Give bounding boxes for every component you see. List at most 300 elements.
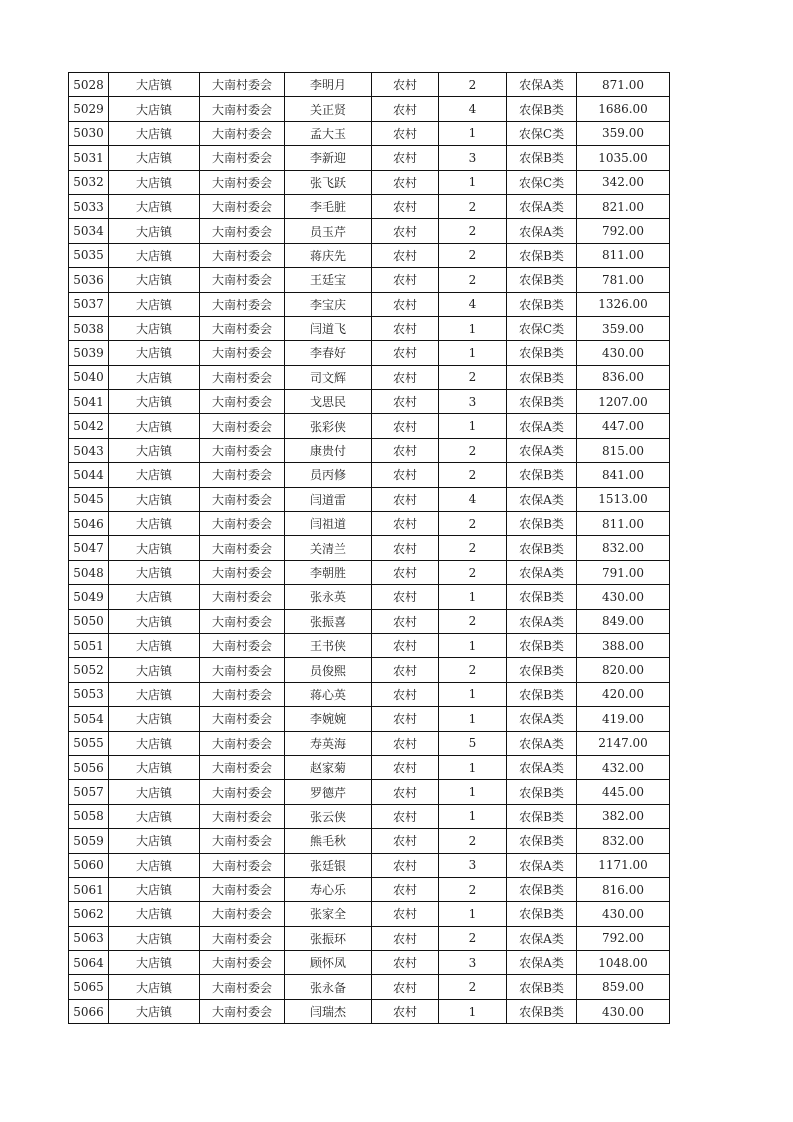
cell-committee: 大南村委会 — [200, 999, 285, 1023]
cell-name: 员丙修 — [285, 463, 372, 487]
cell-town: 大店镇 — [109, 755, 200, 779]
cell-id: 5041 — [69, 390, 109, 414]
table-row — [69, 194, 670, 218]
cell-name: 王书侠 — [285, 633, 372, 657]
cell-town: 大店镇 — [109, 829, 200, 853]
table-row — [69, 170, 670, 194]
cell-insurance-category: 农保A类 — [507, 219, 577, 243]
table-row — [69, 390, 670, 414]
cell-name: 张永备 — [285, 975, 372, 999]
cell-id: 5063 — [69, 926, 109, 950]
cell-id: 5033 — [69, 194, 109, 218]
cell-committee: 大南村委会 — [200, 560, 285, 584]
cell-insurance-category: 农保A类 — [507, 487, 577, 511]
cell-amount: 1171.00 — [577, 853, 670, 877]
cell-town: 大店镇 — [109, 853, 200, 877]
cell-amount: 1326.00 — [577, 292, 670, 316]
cell-town: 大店镇 — [109, 707, 200, 731]
cell-insurance-category: 农保A类 — [507, 414, 577, 438]
cell-town: 大店镇 — [109, 487, 200, 511]
cell-committee: 大南村委会 — [200, 292, 285, 316]
cell-name: 李毛脏 — [285, 194, 372, 218]
cell-household-count: 1 — [439, 170, 507, 194]
cell-insurance-category: 农保C类 — [507, 316, 577, 340]
cell-committee: 大南村委会 — [200, 194, 285, 218]
cell-id: 5066 — [69, 999, 109, 1023]
cell-household-count: 2 — [439, 243, 507, 267]
cell-insurance-category: 农保B类 — [507, 585, 577, 609]
cell-id: 5050 — [69, 609, 109, 633]
cell-insurance-category: 农保B类 — [507, 999, 577, 1023]
cell-committee: 大南村委会 — [200, 902, 285, 926]
cell-committee: 大南村委会 — [200, 633, 285, 657]
cell-amount: 811.00 — [577, 512, 670, 536]
cell-id: 5058 — [69, 804, 109, 828]
cell-id: 5029 — [69, 97, 109, 121]
cell-area-type: 农村 — [372, 170, 439, 194]
cell-area-type: 农村 — [372, 633, 439, 657]
cell-town: 大店镇 — [109, 463, 200, 487]
cell-amount: 430.00 — [577, 585, 670, 609]
table-row — [69, 268, 670, 292]
cell-area-type: 农村 — [372, 414, 439, 438]
cell-amount: 821.00 — [577, 194, 670, 218]
cell-id: 5046 — [69, 512, 109, 536]
cell-amount: 781.00 — [577, 268, 670, 292]
table-row — [69, 97, 670, 121]
cell-name: 闫祖道 — [285, 512, 372, 536]
cell-insurance-category: 农保B类 — [507, 463, 577, 487]
cell-amount: 420.00 — [577, 682, 670, 706]
cell-town: 大店镇 — [109, 292, 200, 316]
cell-committee: 大南村委会 — [200, 438, 285, 462]
cell-area-type: 农村 — [372, 243, 439, 267]
cell-household-count: 3 — [439, 390, 507, 414]
table-row — [69, 243, 670, 267]
cell-town: 大店镇 — [109, 170, 200, 194]
cell-amount: 792.00 — [577, 219, 670, 243]
cell-area-type: 农村 — [372, 146, 439, 170]
table-row — [69, 926, 670, 950]
cell-town: 大店镇 — [109, 999, 200, 1023]
table-row — [69, 121, 670, 145]
cell-amount: 871.00 — [577, 73, 670, 97]
cell-town: 大店镇 — [109, 365, 200, 389]
cell-committee: 大南村委会 — [200, 829, 285, 853]
cell-amount: 430.00 — [577, 341, 670, 365]
cell-id: 5040 — [69, 365, 109, 389]
cell-amount: 430.00 — [577, 902, 670, 926]
table-row — [69, 463, 670, 487]
cell-name: 熊毛秋 — [285, 829, 372, 853]
table-row — [69, 951, 670, 975]
cell-name: 张飞跃 — [285, 170, 372, 194]
cell-area-type: 农村 — [372, 73, 439, 97]
cell-committee: 大南村委会 — [200, 682, 285, 706]
cell-amount: 359.00 — [577, 316, 670, 340]
cell-amount: 816.00 — [577, 877, 670, 901]
cell-id: 5064 — [69, 951, 109, 975]
cell-name: 戈思民 — [285, 390, 372, 414]
cell-household-count: 1 — [439, 780, 507, 804]
cell-name: 闫瑞杰 — [285, 999, 372, 1023]
table-row — [69, 365, 670, 389]
cell-town: 大店镇 — [109, 438, 200, 462]
cell-name: 员玉芹 — [285, 219, 372, 243]
cell-town: 大店镇 — [109, 951, 200, 975]
cell-town: 大店镇 — [109, 560, 200, 584]
cell-name: 赵家菊 — [285, 755, 372, 779]
cell-area-type: 农村 — [372, 292, 439, 316]
cell-area-type: 农村 — [372, 316, 439, 340]
cell-household-count: 2 — [439, 512, 507, 536]
cell-household-count: 2 — [439, 560, 507, 584]
cell-amount: 1513.00 — [577, 487, 670, 511]
table-row — [69, 585, 670, 609]
cell-committee: 大南村委会 — [200, 316, 285, 340]
cell-id: 5031 — [69, 146, 109, 170]
cell-area-type: 农村 — [372, 609, 439, 633]
cell-area-type: 农村 — [372, 877, 439, 901]
table-row — [69, 999, 670, 1023]
cell-insurance-category: 农保A类 — [507, 73, 577, 97]
cell-area-type: 农村 — [372, 829, 439, 853]
cell-area-type: 农村 — [372, 121, 439, 145]
cell-town: 大店镇 — [109, 414, 200, 438]
cell-town: 大店镇 — [109, 536, 200, 560]
cell-town: 大店镇 — [109, 219, 200, 243]
cell-id: 5032 — [69, 170, 109, 194]
cell-committee: 大南村委会 — [200, 243, 285, 267]
cell-id: 5060 — [69, 853, 109, 877]
cell-area-type: 农村 — [372, 902, 439, 926]
cell-area-type: 农村 — [372, 682, 439, 706]
cell-insurance-category: 农保A类 — [507, 926, 577, 950]
cell-town: 大店镇 — [109, 97, 200, 121]
cell-household-count: 3 — [439, 853, 507, 877]
cell-town: 大店镇 — [109, 780, 200, 804]
table-row — [69, 341, 670, 365]
cell-name: 张彩侠 — [285, 414, 372, 438]
cell-name: 员俊熙 — [285, 658, 372, 682]
table-row — [69, 292, 670, 316]
cell-town: 大店镇 — [109, 877, 200, 901]
cell-id: 5061 — [69, 877, 109, 901]
cell-name: 罗德芹 — [285, 780, 372, 804]
records-table — [68, 72, 670, 1024]
cell-town: 大店镇 — [109, 73, 200, 97]
cell-id: 5056 — [69, 755, 109, 779]
cell-id: 5049 — [69, 585, 109, 609]
cell-committee: 大南村委会 — [200, 585, 285, 609]
cell-insurance-category: 农保B类 — [507, 536, 577, 560]
cell-name: 张家全 — [285, 902, 372, 926]
cell-household-count: 1 — [439, 121, 507, 145]
cell-area-type: 农村 — [372, 804, 439, 828]
table-row — [69, 146, 670, 170]
table-row — [69, 560, 670, 584]
cell-name: 李婉婉 — [285, 707, 372, 731]
cell-name: 闫道雷 — [285, 487, 372, 511]
cell-amount: 445.00 — [577, 780, 670, 804]
cell-area-type: 农村 — [372, 463, 439, 487]
cell-insurance-category: 农保B类 — [507, 292, 577, 316]
cell-town: 大店镇 — [109, 658, 200, 682]
cell-household-count: 1 — [439, 633, 507, 657]
cell-insurance-category: 农保C类 — [507, 121, 577, 145]
table-row — [69, 316, 670, 340]
cell-name: 孟大玉 — [285, 121, 372, 145]
cell-amount: 820.00 — [577, 658, 670, 682]
cell-household-count: 1 — [439, 755, 507, 779]
cell-insurance-category: 农保A类 — [507, 609, 577, 633]
cell-insurance-category: 农保B类 — [507, 268, 577, 292]
cell-area-type: 农村 — [372, 487, 439, 511]
cell-name: 李明月 — [285, 73, 372, 97]
cell-id: 5034 — [69, 219, 109, 243]
cell-town: 大店镇 — [109, 121, 200, 145]
cell-town: 大店镇 — [109, 975, 200, 999]
cell-household-count: 2 — [439, 536, 507, 560]
cell-household-count: 2 — [439, 365, 507, 389]
cell-household-count: 2 — [439, 463, 507, 487]
cell-household-count: 3 — [439, 146, 507, 170]
cell-amount: 811.00 — [577, 243, 670, 267]
table-row — [69, 853, 670, 877]
table-row — [69, 609, 670, 633]
table-row — [69, 877, 670, 901]
cell-committee: 大南村委会 — [200, 731, 285, 755]
cell-area-type: 农村 — [372, 585, 439, 609]
cell-area-type: 农村 — [372, 560, 439, 584]
cell-insurance-category: 农保B类 — [507, 780, 577, 804]
cell-amount: 792.00 — [577, 926, 670, 950]
cell-name: 张廷银 — [285, 853, 372, 877]
cell-area-type: 农村 — [372, 658, 439, 682]
cell-insurance-category: 农保B类 — [507, 146, 577, 170]
table-row — [69, 536, 670, 560]
cell-amount: 342.00 — [577, 170, 670, 194]
cell-amount: 388.00 — [577, 633, 670, 657]
cell-area-type: 农村 — [372, 365, 439, 389]
cell-amount: 419.00 — [577, 707, 670, 731]
cell-area-type: 农村 — [372, 999, 439, 1023]
cell-household-count: 1 — [439, 341, 507, 365]
cell-id: 5047 — [69, 536, 109, 560]
cell-name: 康贵付 — [285, 438, 372, 462]
cell-insurance-category: 农保B类 — [507, 975, 577, 999]
cell-insurance-category: 农保B类 — [507, 243, 577, 267]
cell-household-count: 1 — [439, 585, 507, 609]
cell-area-type: 农村 — [372, 780, 439, 804]
cell-town: 大店镇 — [109, 390, 200, 414]
cell-committee: 大南村委会 — [200, 365, 285, 389]
cell-name: 蒋心英 — [285, 682, 372, 706]
cell-committee: 大南村委会 — [200, 97, 285, 121]
cell-id: 5065 — [69, 975, 109, 999]
cell-name: 关清兰 — [285, 536, 372, 560]
cell-amount: 859.00 — [577, 975, 670, 999]
cell-insurance-category: 农保A类 — [507, 951, 577, 975]
cell-amount: 849.00 — [577, 609, 670, 633]
cell-household-count: 1 — [439, 707, 507, 731]
cell-id: 5035 — [69, 243, 109, 267]
cell-area-type: 农村 — [372, 268, 439, 292]
cell-insurance-category: 农保A类 — [507, 853, 577, 877]
cell-name: 李宝庆 — [285, 292, 372, 316]
cell-id: 5036 — [69, 268, 109, 292]
table-row — [69, 829, 670, 853]
cell-household-count: 4 — [439, 97, 507, 121]
cell-id: 5048 — [69, 560, 109, 584]
cell-amount: 841.00 — [577, 463, 670, 487]
cell-area-type: 农村 — [372, 536, 439, 560]
cell-id: 5055 — [69, 731, 109, 755]
cell-committee: 大南村委会 — [200, 390, 285, 414]
cell-id: 5038 — [69, 316, 109, 340]
cell-town: 大店镇 — [109, 512, 200, 536]
cell-area-type: 农村 — [372, 731, 439, 755]
cell-name: 王廷宝 — [285, 268, 372, 292]
cell-insurance-category: 农保B类 — [507, 633, 577, 657]
cell-area-type: 农村 — [372, 853, 439, 877]
cell-name: 关正贤 — [285, 97, 372, 121]
table-row — [69, 707, 670, 731]
cell-id: 5044 — [69, 463, 109, 487]
cell-amount: 382.00 — [577, 804, 670, 828]
cell-committee: 大南村委会 — [200, 219, 285, 243]
table-row — [69, 682, 670, 706]
cell-town: 大店镇 — [109, 268, 200, 292]
cell-insurance-category: 农保B类 — [507, 512, 577, 536]
cell-name: 张云侠 — [285, 804, 372, 828]
cell-id: 5051 — [69, 633, 109, 657]
cell-amount: 1686.00 — [577, 97, 670, 121]
table-row — [69, 487, 670, 511]
cell-insurance-category: 农保A类 — [507, 707, 577, 731]
cell-town: 大店镇 — [109, 633, 200, 657]
cell-household-count: 2 — [439, 609, 507, 633]
table-row — [69, 414, 670, 438]
cell-id: 5057 — [69, 780, 109, 804]
cell-amount: 447.00 — [577, 414, 670, 438]
cell-committee: 大南村委会 — [200, 877, 285, 901]
cell-committee: 大南村委会 — [200, 536, 285, 560]
cell-name: 张振喜 — [285, 609, 372, 633]
cell-amount: 359.00 — [577, 121, 670, 145]
cell-area-type: 农村 — [372, 341, 439, 365]
table-row — [69, 438, 670, 462]
cell-household-count: 2 — [439, 975, 507, 999]
cell-area-type: 农村 — [372, 390, 439, 414]
cell-committee: 大南村委会 — [200, 951, 285, 975]
cell-insurance-category: 农保A类 — [507, 755, 577, 779]
cell-committee: 大南村委会 — [200, 463, 285, 487]
cell-area-type: 农村 — [372, 194, 439, 218]
cell-committee: 大南村委会 — [200, 341, 285, 365]
table-row — [69, 804, 670, 828]
cell-household-count: 2 — [439, 829, 507, 853]
cell-id: 5043 — [69, 438, 109, 462]
cell-amount: 832.00 — [577, 536, 670, 560]
cell-area-type: 农村 — [372, 512, 439, 536]
cell-household-count: 1 — [439, 682, 507, 706]
cell-household-count: 2 — [439, 438, 507, 462]
cell-committee: 大南村委会 — [200, 146, 285, 170]
cell-town: 大店镇 — [109, 804, 200, 828]
cell-insurance-category: 农保B类 — [507, 902, 577, 926]
cell-household-count: 2 — [439, 926, 507, 950]
cell-insurance-category: 农保B类 — [507, 97, 577, 121]
cell-id: 5030 — [69, 121, 109, 145]
cell-town: 大店镇 — [109, 341, 200, 365]
table-row — [69, 902, 670, 926]
cell-household-count: 1 — [439, 414, 507, 438]
cell-amount: 2147.00 — [577, 731, 670, 755]
cell-household-count: 5 — [439, 731, 507, 755]
cell-id: 5042 — [69, 414, 109, 438]
cell-household-count: 3 — [439, 951, 507, 975]
cell-household-count: 2 — [439, 219, 507, 243]
cell-name: 司文辉 — [285, 365, 372, 389]
table-row — [69, 512, 670, 536]
cell-name: 闫道飞 — [285, 316, 372, 340]
cell-committee: 大南村委会 — [200, 268, 285, 292]
table-row — [69, 780, 670, 804]
cell-committee: 大南村委会 — [200, 170, 285, 194]
cell-insurance-category: 农保B类 — [507, 365, 577, 389]
cell-id: 5059 — [69, 829, 109, 853]
cell-insurance-category: 农保B类 — [507, 341, 577, 365]
cell-amount: 791.00 — [577, 560, 670, 584]
cell-insurance-category: 农保B类 — [507, 682, 577, 706]
cell-committee: 大南村委会 — [200, 487, 285, 511]
cell-committee: 大南村委会 — [200, 804, 285, 828]
cell-amount: 1048.00 — [577, 951, 670, 975]
table-row — [69, 658, 670, 682]
cell-name: 寿心乐 — [285, 877, 372, 901]
cell-id: 5028 — [69, 73, 109, 97]
cell-household-count: 2 — [439, 194, 507, 218]
cell-amount: 1207.00 — [577, 390, 670, 414]
cell-name: 张振环 — [285, 926, 372, 950]
cell-town: 大店镇 — [109, 926, 200, 950]
cell-household-count: 1 — [439, 316, 507, 340]
cell-committee: 大南村委会 — [200, 658, 285, 682]
cell-name: 顾怀凤 — [285, 951, 372, 975]
cell-household-count: 2 — [439, 73, 507, 97]
cell-name: 李春好 — [285, 341, 372, 365]
cell-id: 5053 — [69, 682, 109, 706]
cell-amount: 432.00 — [577, 755, 670, 779]
cell-area-type: 农村 — [372, 951, 439, 975]
table-body — [69, 73, 670, 1024]
cell-id: 5039 — [69, 341, 109, 365]
cell-amount: 832.00 — [577, 829, 670, 853]
cell-committee: 大南村委会 — [200, 853, 285, 877]
table-row — [69, 755, 670, 779]
cell-area-type: 农村 — [372, 438, 439, 462]
cell-household-count: 2 — [439, 877, 507, 901]
cell-area-type: 农村 — [372, 975, 439, 999]
cell-committee: 大南村委会 — [200, 73, 285, 97]
cell-id: 5052 — [69, 658, 109, 682]
cell-town: 大店镇 — [109, 243, 200, 267]
cell-amount: 836.00 — [577, 365, 670, 389]
table-row — [69, 975, 670, 999]
cell-amount: 815.00 — [577, 438, 670, 462]
cell-insurance-category: 农保A类 — [507, 194, 577, 218]
